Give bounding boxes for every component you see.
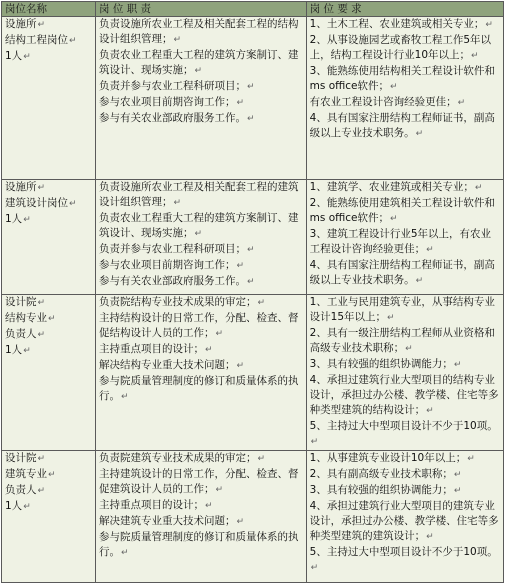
duty-item: 参与农业项目前期咨询工作；↵ xyxy=(99,259,245,271)
requirement-item: 1、工业与民用建筑专业，从事结构专业设计15年以上；↵ xyxy=(309,296,495,323)
requirement-item: 3、建筑工程设计行业5年以上，有农业工程设计咨询经验更佳；↵ xyxy=(309,228,492,255)
paragraph-mark-icon: ↵ xyxy=(474,183,483,193)
paragraph-mark-icon: ↵ xyxy=(390,214,398,224)
paragraph-mark-icon: ↵ xyxy=(194,229,203,239)
position-name-line: 设施所↵ xyxy=(5,181,46,193)
paragraph-mark-icon: ↵ xyxy=(457,98,466,108)
duty-item: 解决结构专业重大技术问题；↵ xyxy=(99,359,245,371)
requirement-item: 1、从事建筑专业设计10年以上；↵ xyxy=(309,452,475,464)
position-name-cell xyxy=(2,17,96,180)
position-name-cell xyxy=(2,180,96,295)
paragraph-mark-icon: ↵ xyxy=(405,344,413,354)
requirements-cell xyxy=(306,295,503,451)
position-name-line: 建筑设计岗位↵ xyxy=(5,197,77,209)
requirement-item: 3、具有较强的组织协调能力；↵ xyxy=(309,484,462,496)
paragraph-mark-icon: ↵ xyxy=(453,470,462,480)
paragraph-mark-icon: ↵ xyxy=(310,563,319,573)
paragraph-mark-icon: ↵ xyxy=(236,98,245,108)
paragraph-mark-icon: ↵ xyxy=(247,277,255,287)
requirement-item: 5、主持过大中型项目设计不少于10项。↵ xyxy=(309,546,498,573)
duties-cell xyxy=(96,180,307,295)
header-position-name: 岗位名称 xyxy=(2,2,96,17)
position-name-line: 设计院↵ xyxy=(5,296,46,308)
table-row xyxy=(2,295,504,451)
paragraph-mark-icon: ↵ xyxy=(467,454,475,464)
paragraph-mark-icon: ↵ xyxy=(69,199,77,209)
position-name-line: 负责人↵ xyxy=(5,328,46,340)
position-name-line: 设计院↵ xyxy=(5,452,46,464)
paragraph-mark-icon: ↵ xyxy=(415,129,424,139)
paragraph-mark-icon: ↵ xyxy=(247,114,255,124)
duties-cell xyxy=(96,295,307,451)
duty-item: 解决建筑专业重大技术问题；↵ xyxy=(99,515,245,527)
duty-item: 负责院建筑专业技术成果的审定；↵ xyxy=(99,452,266,464)
header-requirements: 岗 位 要 求 xyxy=(306,2,503,17)
paragraph-mark-icon: ↵ xyxy=(121,548,129,558)
paragraph-mark-icon: ↵ xyxy=(23,52,31,62)
table-row xyxy=(2,180,504,295)
duty-item: 参与农业项目前期咨询工作；↵ xyxy=(99,96,245,108)
paragraph-mark-icon: ↵ xyxy=(23,502,31,512)
paragraph-mark-icon: ↵ xyxy=(37,183,46,193)
paragraph-mark-icon: ↵ xyxy=(215,329,224,339)
duty-item: 负责农业工程重大工程的建筑方案制订、建筑设计、现场实施；↵ xyxy=(99,212,299,239)
paragraph-mark-icon: ↵ xyxy=(426,532,434,542)
paragraph-mark-icon: ↵ xyxy=(426,245,434,255)
requirement-item: 5、主持过大中型项目设计不少于10项。↵ xyxy=(309,420,498,447)
paragraph-mark-icon: ↵ xyxy=(205,501,213,511)
position-name-cell xyxy=(2,451,96,583)
duty-item: 负责并参与农业工程科研项目；↵ xyxy=(99,80,255,92)
paragraph-mark-icon: ↵ xyxy=(247,245,255,255)
paragraph-mark-icon: ↵ xyxy=(471,51,479,61)
paragraph-mark-icon: ↵ xyxy=(236,361,245,371)
position-name-line: 负责人↵ xyxy=(5,484,46,496)
paragraph-mark-icon: ↵ xyxy=(215,485,224,495)
paragraph-mark-icon: ↵ xyxy=(453,486,462,496)
position-name-line: 1人↵ xyxy=(5,50,31,62)
paragraph-mark-icon: ↵ xyxy=(257,454,266,464)
requirement-item: 2、具有一级注册结构工程师从业资格和高级专业技术职称；↵ xyxy=(309,327,495,354)
paragraph-mark-icon: ↵ xyxy=(387,313,395,323)
paragraph-mark-icon: ↵ xyxy=(173,35,182,45)
requirement-item: 4、具有国家注册结构工程师证书，副高级以上专业技术职务。↵ xyxy=(309,112,495,139)
table-row xyxy=(2,451,504,583)
paragraph-mark-icon: ↵ xyxy=(236,517,245,527)
duty-item: 参与院质量管理制度的修订和质量体系的执行。↵ xyxy=(99,531,299,558)
duty-item: 主持重点项目的设计；↵ xyxy=(99,499,213,511)
paragraph-mark-icon: ↵ xyxy=(310,437,319,447)
requirement-item: 4、具有国家注册结构工程师证书，副高级以上专业技术职务。↵ xyxy=(309,259,495,286)
paragraph-mark-icon: ↵ xyxy=(48,470,56,480)
duty-item: 主持重点项目的设计；↵ xyxy=(99,343,213,355)
position-name-line: 1人↵ xyxy=(5,500,31,512)
requirements-cell xyxy=(306,17,503,180)
requirement-item: 有农业工程设计咨询经验更佳；↵ xyxy=(309,96,466,108)
duty-item: 负责院结构专业技术成果的审定；↵ xyxy=(99,296,266,308)
requirements-cell xyxy=(306,451,503,583)
paragraph-mark-icon: ↵ xyxy=(173,198,182,208)
position-name-line: 1人↵ xyxy=(5,344,31,356)
paragraph-mark-icon: ↵ xyxy=(257,298,266,308)
paragraph-mark-icon: ↵ xyxy=(453,360,462,370)
duty-item: 参与有关农业部政府服务工作。↵ xyxy=(99,275,255,287)
header-duties: 岗 位 职 责 xyxy=(96,2,307,17)
duty-item: 参与有关农业部政府服务工作。↵ xyxy=(99,112,255,124)
paragraph-mark-icon: ↵ xyxy=(121,392,129,402)
requirement-item: 4、承担过建筑行业大型项目的结构专业设计，承担过办公楼、教学楼、住宅等多种类型建筑的结构设计；↵ xyxy=(309,374,499,416)
duties-cell xyxy=(96,17,307,180)
job-requirements-table xyxy=(1,1,504,583)
paragraph-mark-icon: ↵ xyxy=(205,345,213,355)
paragraph-mark-icon: ↵ xyxy=(37,20,46,30)
paragraph-mark-icon: ↵ xyxy=(194,66,203,76)
duty-item: 参与院质量管理制度的修订和质量体系的执行。↵ xyxy=(99,375,299,402)
position-name-line: 结构专业↵ xyxy=(5,312,56,324)
paragraph-mark-icon: ↵ xyxy=(23,215,31,225)
paragraph-mark-icon: ↵ xyxy=(415,276,424,286)
paragraph-mark-icon: ↵ xyxy=(37,298,46,308)
duties-cell xyxy=(96,451,307,583)
paragraph-mark-icon: ↵ xyxy=(485,20,493,30)
header-row xyxy=(2,2,504,17)
requirement-item: 2、具有副高级专业技术职称；↵ xyxy=(309,468,462,480)
requirement-item: 1、土木工程、农业建筑或相关专业；↵ xyxy=(309,18,493,30)
position-name-cell xyxy=(2,295,96,451)
requirement-item: 3、具有较强的组织协调能力；↵ xyxy=(309,358,462,370)
requirement-item: 2、从事设施园艺或畜牧工程工作5年以上，结构工程设计行业10年以上；↵ xyxy=(309,34,492,61)
requirement-item: 4、承担过建筑行业大型项目的建筑专业设计，承担过办公楼、教学楼、住宅等多种类型建筑的建筑设计；↵ xyxy=(309,500,499,542)
duty-item: 负责农业工程重大工程的建筑方案制订、建筑设计、现场实施；↵ xyxy=(99,49,299,76)
duty-item: 主持结构设计的日常工作，分配、检查、督促结构设计人员的工作；↵ xyxy=(99,312,299,339)
paragraph-mark-icon: ↵ xyxy=(48,314,56,324)
paragraph-mark-icon: ↵ xyxy=(69,36,77,46)
duty-item: 负责设施所农业工程及相关配套工程的结构设计组织管理；↵ xyxy=(99,18,299,45)
requirement-item: 2、能熟练使用建筑相关工程设计软件和ms office软件；↵ xyxy=(309,197,495,224)
position-name-line: 1人↵ xyxy=(5,213,31,225)
duty-item: 负责设施所农业工程及相关配套工程的建筑设计组织管理；↵ xyxy=(99,181,299,208)
paragraph-mark-icon: ↵ xyxy=(37,330,46,340)
paragraph-mark-icon: ↵ xyxy=(23,346,31,356)
requirements-cell xyxy=(306,180,503,295)
duty-item: 负责并参与农业工程科研项目；↵ xyxy=(99,243,255,255)
position-name-line: 设施所↵ xyxy=(5,18,46,30)
duty-item: 主持建筑设计的日常工作，分配、检查、督促建筑设计人员的工作；↵ xyxy=(99,468,299,495)
requirement-item: 1、建筑学、农业建筑或相关专业；↵ xyxy=(309,181,483,193)
paragraph-mark-icon: ↵ xyxy=(390,82,398,92)
table-row xyxy=(2,17,504,180)
position-name-line: 结构工程岗位↵ xyxy=(5,34,77,46)
paragraph-mark-icon: ↵ xyxy=(37,454,46,464)
paragraph-mark-icon: ↵ xyxy=(37,486,46,496)
position-name-line: 建筑专业↵ xyxy=(5,468,56,480)
paragraph-mark-icon: ↵ xyxy=(247,82,255,92)
paragraph-mark-icon: ↵ xyxy=(426,406,434,416)
paragraph-mark-icon: ↵ xyxy=(236,261,245,271)
requirement-item: 3、能熟练使用结构相关工程设计软件和ms office软件；↵ xyxy=(309,65,495,92)
